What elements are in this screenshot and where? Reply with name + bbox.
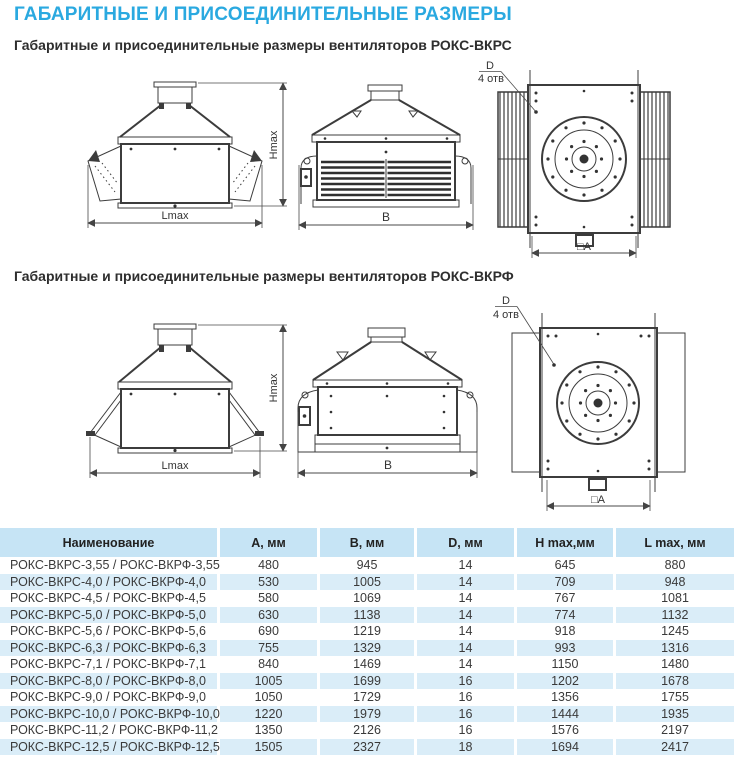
dimension-value-cell: 1576 xyxy=(514,722,613,739)
table-row xyxy=(0,590,734,607)
table-row xyxy=(0,706,734,723)
section-title-vkrf: Габаритные и присоединительные размеры вентиляторов РОКС-ВКРФ xyxy=(14,268,514,284)
fan-model-cell: РОКС-ВКРС-8,0 / РОКС-ВКРФ-8,0 xyxy=(0,673,217,690)
dimension-value-cell: 1699 xyxy=(317,673,414,690)
dimension-value-cell: 16 xyxy=(414,706,514,723)
dimension-value-cell: 690 xyxy=(217,623,317,640)
dimension-value-cell: 1219 xyxy=(317,623,414,640)
dimension-value-cell: 480 xyxy=(217,557,317,574)
fan-model-cell: РОКС-ВКРС-9,0 / РОКС-ВКРФ-9,0 xyxy=(10,690,206,704)
hole-diameter-label: D xyxy=(486,60,494,72)
table-row xyxy=(0,607,734,624)
dimension-value-cell: 645 xyxy=(514,557,613,574)
dimension-value-cell: 1480 xyxy=(613,656,734,673)
dimension-value-cell: 948 xyxy=(613,574,734,591)
dimension-label-lmax: Lmax xyxy=(161,210,189,222)
dimension-value-cell: 767 xyxy=(514,590,613,607)
column-header-b: В, мм xyxy=(317,528,414,557)
table-row xyxy=(0,739,734,756)
page-title: ГАБАРИТНЫЕ И ПРИСОЕДИНИТЕЛЬНЫЕ РАЗМЕРЫ xyxy=(14,4,512,25)
dimension-value-cell: 1316 xyxy=(613,640,734,657)
fan-model-cell: РОКС-ВКРС-5,6 / РОКС-ВКРФ-5,6 xyxy=(10,624,206,638)
dimension-value-cell: 1755 xyxy=(613,689,734,706)
dimension-value-cell: 18 xyxy=(414,739,514,756)
column-header-name: Наименование xyxy=(0,528,217,557)
dimension-value-cell: 1444 xyxy=(514,706,613,723)
fan-model-cell: РОКС-ВКРС-12,5 / РОКС-ВКРФ-12,5 xyxy=(0,739,217,756)
dimension-value-cell: 1245 xyxy=(613,623,734,640)
dimension-value-cell: 1729 xyxy=(317,689,414,706)
dimension-value-cell: 16 xyxy=(414,689,514,706)
column-header-d: D, мм xyxy=(414,528,514,557)
table-row xyxy=(0,673,734,690)
fan-model-cell: РОКС-ВКРС-4,0 / РОКС-ВКРФ-4,0 xyxy=(0,574,217,591)
dimensions-table-body xyxy=(0,557,734,755)
dimension-value-cell: 1132 xyxy=(613,607,734,624)
dimension-value-cell: 14 xyxy=(414,557,514,574)
dimension-value-cell: 14 xyxy=(414,574,514,591)
dimension-value-cell: 14 xyxy=(414,590,514,607)
fan-model-cell: РОКС-ВКРС-7,1 / РОКС-ВКРФ-7,1 xyxy=(10,657,206,671)
dimension-value-cell: 1081 xyxy=(613,590,734,607)
dimension-value-cell: 755 xyxy=(217,640,317,657)
section-title-vkrs: Габаритные и присоединительные размеры вентиляторов РОКС-ВКРС xyxy=(14,37,512,53)
hole-diameter-label: D xyxy=(502,295,510,307)
dimension-value-cell: 880 xyxy=(613,557,734,574)
dimension-label-b: B xyxy=(383,458,393,472)
table-row xyxy=(0,640,734,657)
dimension-value-cell: 1050 xyxy=(217,689,317,706)
dimension-label-square-a: □A xyxy=(591,494,605,506)
dimension-value-cell: 14 xyxy=(414,623,514,640)
column-header-hmax: Н max,мм xyxy=(514,528,613,557)
dimension-value-cell: 1505 xyxy=(217,739,317,756)
table-row xyxy=(0,722,734,739)
dimension-label-lmax: Lmax xyxy=(161,460,189,472)
vkrf-front-view-drawing xyxy=(285,300,500,525)
vkrf-side-view-drawing xyxy=(15,300,300,525)
dimension-value-cell: 1694 xyxy=(514,739,613,756)
fan-model-cell: РОКС-ВКРС-5,0 / РОКС-ВКРФ-5,0 xyxy=(0,607,217,624)
column-header-a: А, мм xyxy=(217,528,317,557)
vkrs-top-view-drawing xyxy=(470,60,685,265)
table-row xyxy=(0,656,734,673)
dimension-value-cell: 2126 xyxy=(317,722,414,739)
dimension-value-cell: 1220 xyxy=(217,706,317,723)
dimension-value-cell: 774 xyxy=(514,607,613,624)
dimension-value-cell: 1202 xyxy=(514,673,613,690)
dimension-value-cell: 530 xyxy=(217,574,317,591)
dimension-value-cell: 1329 xyxy=(317,640,414,657)
dimension-label-square-a: □A xyxy=(577,241,591,253)
fan-model-cell: РОКС-ВКРС-6,3 / РОКС-ВКРФ-6,3 xyxy=(0,640,217,657)
dimension-value-cell: 1350 xyxy=(217,722,317,739)
dimension-value-cell: 918 xyxy=(514,623,613,640)
vkrf-front-geometry xyxy=(298,328,477,452)
dimension-value-cell: 709 xyxy=(514,574,613,591)
dimension-value-cell: 1935 xyxy=(613,706,734,723)
dimension-value-cell: 1979 xyxy=(317,706,414,723)
table-header-row xyxy=(0,528,734,557)
dimension-label-b: B xyxy=(381,210,391,224)
dimensions-table xyxy=(0,528,734,755)
dimension-value-cell: 16 xyxy=(414,673,514,690)
dimension-value-cell: 14 xyxy=(414,656,514,673)
table-header xyxy=(0,528,734,557)
dimension-value-cell: 14 xyxy=(414,607,514,624)
table-row xyxy=(0,623,734,640)
dimension-value-cell: 580 xyxy=(217,590,317,607)
dimension-value-cell: 2417 xyxy=(613,739,734,756)
vkrs-top-geometry xyxy=(498,70,670,248)
fan-model-cell: РОКС-ВКРС-11,2 / РОКС-ВКРФ-11,2 xyxy=(10,723,218,737)
dimension-label-hmax: Hmax xyxy=(268,373,280,403)
hole-count-label: 4 отв xyxy=(478,73,504,85)
fan-model-cell: РОКС-ВКРС-4,5 / РОКС-ВКРФ-4,5 xyxy=(10,591,206,605)
dimension-value-cell: 1356 xyxy=(514,689,613,706)
vkrs-side-view-drawing xyxy=(15,70,300,265)
dimension-label-hmax: Hmax xyxy=(268,130,280,160)
dimension-value-cell: 2197 xyxy=(613,722,734,739)
column-header-lmax: L max, мм xyxy=(613,528,734,557)
table-row xyxy=(0,557,734,574)
dimension-value-cell: 630 xyxy=(217,607,317,624)
vkrs-side-geometry xyxy=(88,82,262,208)
dimension-value-cell: 945 xyxy=(317,557,414,574)
dimension-value-cell: 1005 xyxy=(217,673,317,690)
fan-model-cell: РОКС-ВКРС-10,0 / РОКС-ВКРФ-10,0 xyxy=(0,706,217,723)
vkrf-top-view-drawing xyxy=(490,295,730,520)
dimension-value-cell: 16 xyxy=(414,722,514,739)
table-row xyxy=(0,574,734,591)
fan-model-cell: РОКС-ВКРС-3,55 / РОКС-ВКРФ-3,55 xyxy=(10,558,220,572)
dimension-value-cell: 1150 xyxy=(514,656,613,673)
vkrs-front-geometry xyxy=(301,85,471,207)
dimension-value-cell: 1138 xyxy=(317,607,414,624)
vkrs-front-view-drawing xyxy=(295,70,480,265)
dimension-value-cell: 2327 xyxy=(317,739,414,756)
dimension-value-cell: 993 xyxy=(514,640,613,657)
dimension-value-cell: 14 xyxy=(414,640,514,657)
dimension-value-cell: 1678 xyxy=(613,673,734,690)
dimension-value-cell: 840 xyxy=(217,656,317,673)
dimension-value-cell: 1005 xyxy=(317,574,414,591)
vkrf-front-dimensions xyxy=(298,412,477,478)
dimension-value-cell: 1469 xyxy=(317,656,414,673)
table-row xyxy=(0,689,734,706)
vkrf-side-geometry xyxy=(86,324,264,453)
hole-count-label: 4 отв xyxy=(493,309,519,321)
dimension-value-cell: 1069 xyxy=(317,590,414,607)
